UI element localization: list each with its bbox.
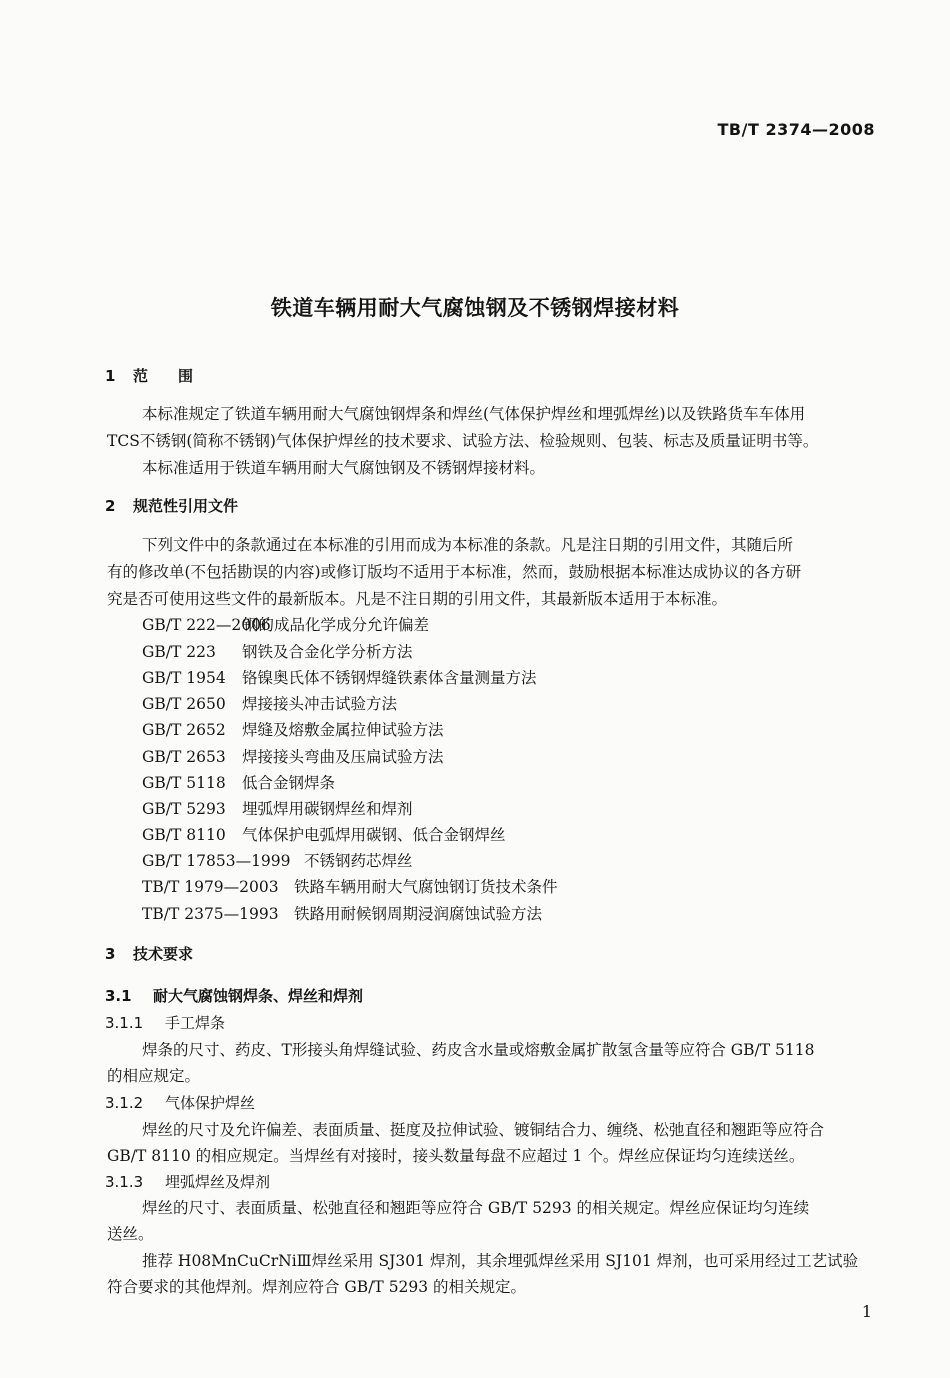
section-3-heading [105,944,193,964]
reference-item: GB/T 2653 焊接接头弯曲及压扁试验方法 [142,748,444,766]
subsection-number: 3.1.2 [105,1094,144,1112]
paragraph-line: 推荐 H08MnCuCrNiⅢ焊丝采用 SJ301 焊剂，其余埋弧焊丝采用 SJ101 焊剂，也可采用经过工艺试验 [142,1252,859,1270]
section-number: 1 [105,367,116,385]
reference-item: GB/T 5118 低合金钢焊条 [142,774,336,792]
paragraph-line: 本标准适用于铁道车辆用耐大气腐蚀钢及不锈钢焊接材料。 [142,459,546,477]
document-title: 铁道车辆用耐大气腐蚀钢及不锈钢焊接材料 [270,296,680,320]
section-number: 3 [105,945,116,963]
paragraph-line: 下列文件中的条款通过在本标准的引用而成为本标准的条款。凡是注日期的引用文件，其随后所 [142,536,794,554]
reference-item: GB/T 5293 埋弧焊用碳钢焊丝和焊剂 [142,800,413,818]
section-title: 技术要求 [133,945,194,963]
paragraph-line: 的相应规定。 [107,1067,201,1085]
paragraph-line: 符合要求的其他焊剂。焊剂应符合 GB/T 5293 的相关规定。 [107,1278,527,1296]
paragraph-line: 有的修改单(不包括勘误的内容)或修订版均不适用于本标准，然而，鼓励根据本标准达成协议的各方研 [107,563,802,581]
page-number: 1 [861,1302,872,1321]
reference-item: GB/T 1954 铬镍奥氏体不锈钢焊缝铁素体含量测量方法 [142,669,537,687]
subsection-3-1-heading [105,986,363,1006]
subsection-title: 气体保护焊丝 [165,1094,256,1112]
reference-item: GB/T 2650 焊接接头冲击试验方法 [142,695,398,713]
section-title: 范 围 [133,367,194,385]
paragraph-line: 究是否可使用这些文件的最新版本。凡是不注日期的引用文件，其最新版本适用于本标准。 [107,590,728,608]
paragraph-line: 焊丝的尺寸、表面质量、松弛直径和翘距等应符合 GB/T 5293 的相关规定。焊丝应保证均匀连续 [142,1199,810,1217]
reference-item: GB/T 2652 焊缝及熔敷金属拉伸试验方法 [142,721,444,739]
reference-item: GB/T 8110 气体保护电弧焊用碳钢、低合金钢焊丝 [142,826,506,844]
paragraph-line: 本标准规定了铁道车辆用耐大气腐蚀钢焊条和焊丝(气体保护焊丝和埋弧焊丝)以及铁路货车车体用 [142,405,806,423]
subsection-title: 手工焊条 [165,1014,226,1032]
subsection-3-1-2-heading [105,1093,255,1113]
paragraph-line: 送丝。 [107,1225,154,1243]
reference-item: GB/T 17853—1999 不锈钢药芯焊丝 [142,852,413,870]
section-2-heading [105,496,238,516]
paragraph-line: 焊丝的尺寸及允许偏差、表面质量、挺度及拉伸试验、镀铜结合力、缠绕、松弛直径和翘距等应符合 [142,1121,825,1139]
subsection-3-1-1-heading [105,1013,225,1033]
reference-item: TB/T 2375—1993 铁路用耐候钢周期浸润腐蚀试验方法 [142,905,543,923]
subsection-number: 3.1 [105,987,132,1005]
section-title: 规范性引用文件 [133,497,239,515]
paragraph-line: 焊条的尺寸、药皮、T形接头角焊缝试验、药皮含水量或熔敷金属扩散氢含量等应符合 GB/T 5118 [142,1041,815,1059]
subsection-title: 埋弧焊丝及焊剂 [165,1173,271,1191]
standard-code: TB/T 2374—2008 [717,120,875,139]
subsection-3-1-3-heading [105,1172,270,1192]
section-number: 2 [105,497,116,515]
paragraph-line: TCS不锈钢(简称不锈钢)气体保护焊丝的技术要求、试验方法、检验规则、包装、标志及质量证明书等。 [107,432,819,450]
subsection-title: 耐大气腐蚀钢焊条、焊丝和焊剂 [153,987,364,1005]
reference-item: TB/T 1979—2003 铁路车辆用耐大气腐蚀钢订货技术条件 [142,878,558,896]
reference-item: GB/T 222—2006钢的成品化学成分允许偏差 [142,616,430,634]
reference-item: GB/T 223 钢铁及合金化学分析方法 [142,643,413,661]
section-1-heading [105,366,193,386]
paragraph-line: GB/T 8110 的相应规定。当焊丝有对接时，接头数量每盘不应超过 1 个。焊丝应保证均匀连续送丝。 [107,1147,805,1165]
subsection-number: 3.1.3 [105,1173,144,1191]
subsection-number: 3.1.1 [105,1014,144,1032]
